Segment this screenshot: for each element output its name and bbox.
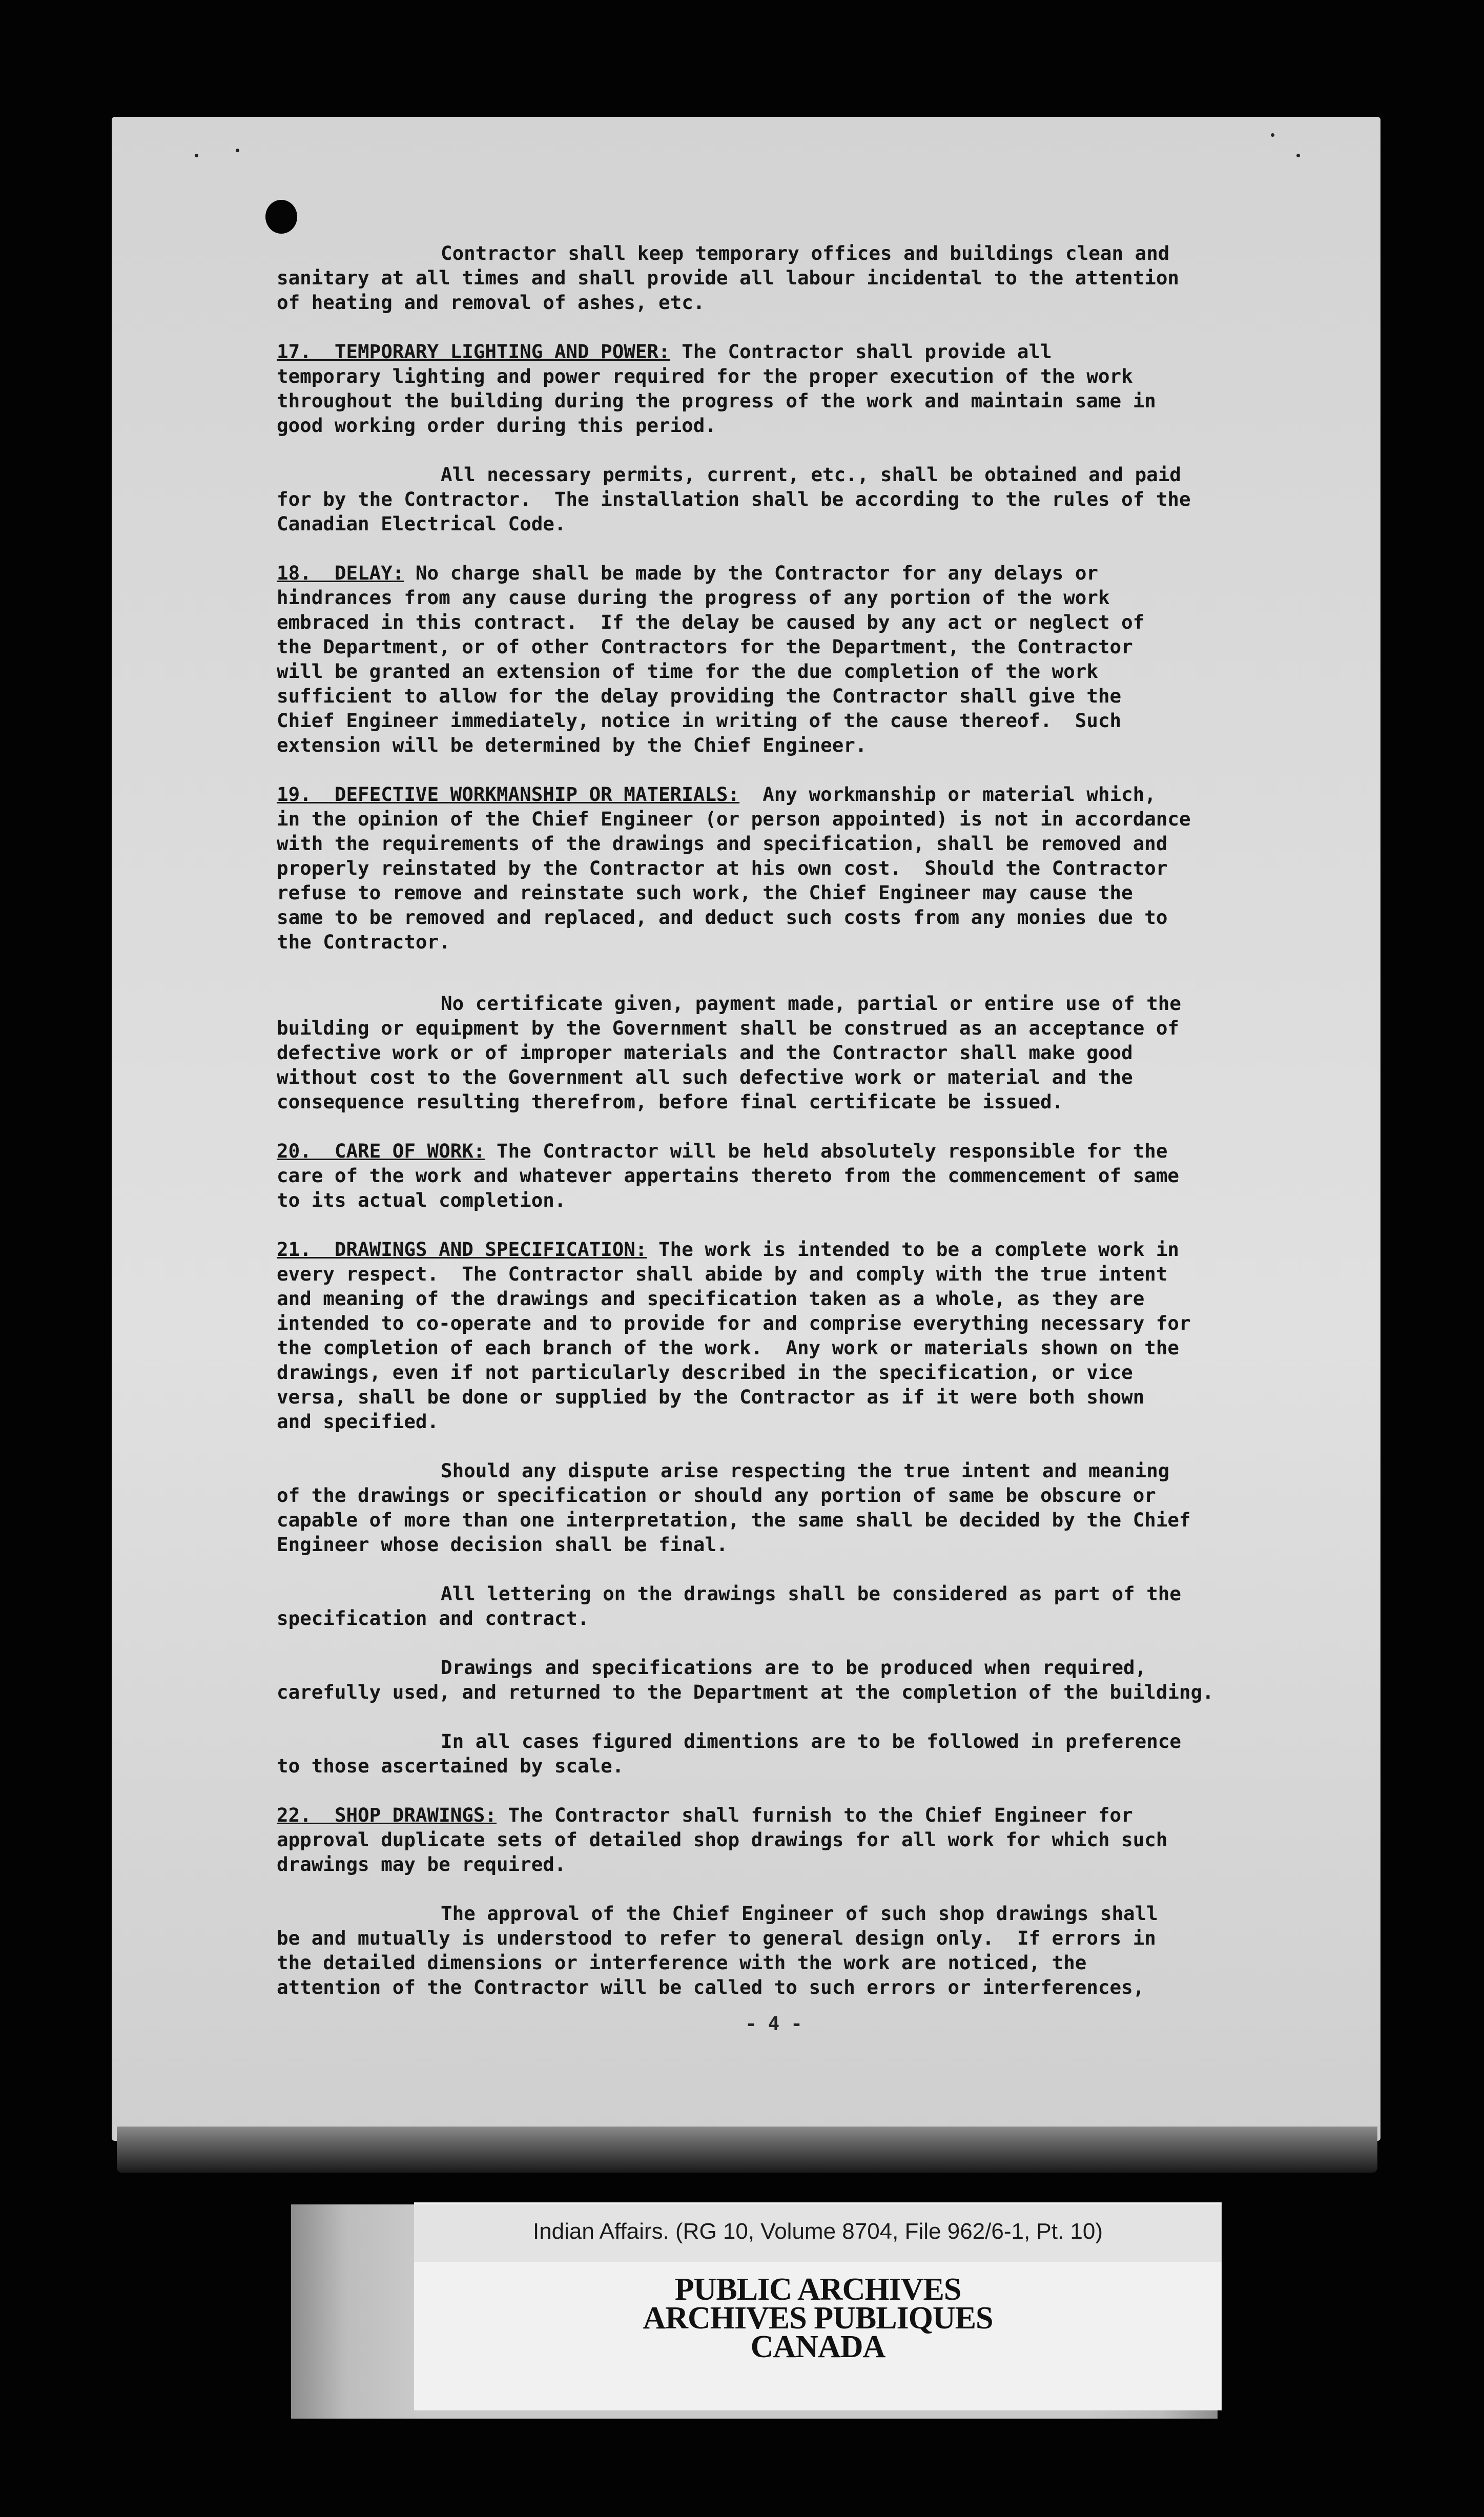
text-line (277, 462, 1312, 487)
text-line (277, 1040, 1312, 1065)
paragraph (277, 1729, 1312, 1778)
section-heading: 22. SHOP DRAWINGS: (277, 1804, 497, 1826)
line-text: sufficient to allow for the delay providing the Contractor shall give the (277, 685, 1122, 707)
paragraph (277, 1901, 1312, 1999)
section-heading: 21. DRAWINGS AND SPECIFICATION: (277, 1238, 647, 1261)
line-text: In all cases figured dimentions are to be followed in preference (441, 1730, 1181, 1752)
line-text: Canadian Electrical Code. (277, 512, 566, 535)
line-text: to its actual completion. (277, 1189, 566, 1211)
line-text: embraced in this contract. If the delay be caused by any act or neglect of (277, 611, 1145, 633)
dust-speck (236, 149, 239, 152)
text-line (277, 991, 1312, 1016)
line-text: specification and contract. (277, 1607, 589, 1629)
archive-citation: Indian Affairs. (RG 10, Volume 8704, File 962/6-1, Pt. 10) (532, 2219, 1103, 2244)
paragraph (277, 1803, 1312, 1876)
dust-speck (1271, 133, 1274, 137)
text-line (277, 856, 1312, 880)
text-line (277, 511, 1312, 536)
line-text: The Contractor will be held absolutely responsible for the (485, 1140, 1168, 1162)
line-text: will be granted an extension of time for the due completion of the work (277, 660, 1098, 683)
text-line (277, 1016, 1312, 1040)
text-line (277, 1975, 1312, 1999)
text-line (277, 265, 1312, 290)
page-number: - 4 - (745, 2013, 802, 2035)
text-line (277, 1237, 1312, 1262)
line-text: versa, shall be done or supplied by the Contractor as if it were both shown (277, 1386, 1145, 1408)
line-text: intended to co-operate and to provide for and comprise everything necessary for (277, 1312, 1191, 1334)
text-line (277, 388, 1312, 413)
paragraph-gap (277, 1557, 1312, 1581)
paragraph-gap (277, 1631, 1312, 1655)
text-line (277, 610, 1312, 634)
line-text: for by the Contractor. The installation shall be according to the rules of the (277, 488, 1191, 510)
paragraph (277, 462, 1312, 536)
line-text: care of the work and whatever appertains thereto from the commencement of same (277, 1164, 1179, 1187)
stamp-line-english: PUBLIC ARCHIVES (674, 2272, 961, 2307)
line-text: to those ascertained by scale. (277, 1755, 624, 1777)
line-text: without cost to the Government all such defective work or material and the (277, 1066, 1133, 1088)
section-heading: 18. DELAY: (277, 562, 404, 584)
paragraph-gap (277, 1114, 1312, 1139)
text-line (277, 1065, 1312, 1089)
line-text: the detailed dimensions or interference with the work are noticed, the (277, 1951, 1087, 1974)
line-text: good working order during this period. (277, 414, 716, 437)
section-heading: 20. CARE OF WORK: (277, 1140, 485, 1162)
paragraph-gap (277, 315, 1312, 339)
line-text: Engineer whose decision shall be final. (277, 1533, 728, 1556)
paragraph-gap (277, 1704, 1312, 1729)
line-text: Contractor shall keep temporary offices and buildings clean and (441, 242, 1170, 264)
text-line (277, 1606, 1312, 1631)
stamp-line-country: CANADA (750, 2329, 885, 2364)
paragraph-gap (277, 1434, 1312, 1458)
paragraph (277, 241, 1312, 315)
line-text: No certificate given, payment made, partial or entire use of the (441, 992, 1181, 1015)
line-text: of heating and removal of ashes, etc. (277, 291, 705, 314)
text-line (277, 290, 1312, 315)
line-text: drawings, even if not particularly described in the specification, or vice (277, 1361, 1133, 1384)
line-text: the Department, or of other Contractors for the Department, the Contractor (277, 635, 1133, 658)
section-heading: 19. DEFECTIVE WORKMANSHIP OR MATERIALS: (277, 783, 740, 806)
text-line (277, 1483, 1312, 1508)
line-text: hindrances from any cause during the progress of any portion of the work (277, 586, 1110, 609)
line-text: Chief Engineer immediately, notice in writing of the cause thereof. Such (277, 709, 1122, 732)
text-line (277, 831, 1312, 856)
text-line (277, 1409, 1312, 1434)
text-line (277, 708, 1312, 733)
text-line (277, 1532, 1312, 1557)
text-line (277, 1901, 1312, 1926)
text-line (277, 585, 1312, 610)
text-line (277, 339, 1312, 364)
text-line (277, 1311, 1312, 1335)
text-line (277, 1508, 1312, 1532)
line-text: sanitary at all times and shall provide all labour incidental to the attention (277, 266, 1179, 289)
line-text: extension will be determined by the Chief Engineer. (277, 734, 867, 756)
line-text: The Contractor shall furnish to the Chief Engineer for (496, 1804, 1133, 1826)
line-text: throughout the building during the progress of the work and maintain same in (277, 389, 1156, 412)
line-text: drawings may be required. (277, 1853, 566, 1875)
line-text: every respect. The Contractor shall abide by and comply with the true intent (277, 1263, 1168, 1285)
line-text: The approval of the Chief Engineer of such shop drawings shall (441, 1902, 1158, 1925)
paragraph-gap (277, 1212, 1312, 1237)
text-line (277, 487, 1312, 511)
paragraph (277, 1237, 1312, 1434)
paragraph (277, 1655, 1312, 1704)
line-text: with the requirements of the drawings and specification, shall be removed and (277, 832, 1168, 855)
paragraph (277, 782, 1312, 954)
line-text: defective work or of improper materials and the Contractor shall make good (277, 1041, 1133, 1064)
paragraph (277, 1139, 1312, 1212)
dust-speck (195, 154, 198, 157)
line-text: and meaning of the drawings and specification taken as a whole, as they are (277, 1287, 1145, 1310)
line-text: temporary lighting and power required for the proper execution of the work (277, 365, 1133, 387)
line-text: in the opinion of the Chief Engineer (or person appointed) is not in accordance (277, 808, 1191, 830)
text-line (277, 684, 1312, 708)
text-line (277, 1753, 1312, 1778)
text-line (277, 1581, 1312, 1606)
line-text: capable of more than one interpretation, the same shall be decided by the Chief (277, 1509, 1191, 1531)
document-body (277, 241, 1312, 1999)
line-text: attention of the Contractor will be called to such errors or interferences, (277, 1976, 1145, 1998)
text-line (277, 782, 1312, 807)
text-line (277, 1335, 1312, 1360)
line-text: the completion of each branch of the work. Any work or materials shown on the (277, 1336, 1179, 1359)
text-line (277, 1950, 1312, 1975)
text-line (277, 634, 1312, 659)
line-text: same to be removed and replaced, and deduct such costs from any monies due to (277, 906, 1168, 929)
text-line (277, 1729, 1312, 1753)
stamp-line-french: ARCHIVES PUBLIQUES (643, 2301, 993, 2336)
paragraph (277, 1581, 1312, 1631)
line-text: approval duplicate sets of detailed shop drawings for all work for which such (277, 1828, 1168, 1851)
paragraph-gap (277, 1876, 1312, 1901)
paragraph (277, 991, 1312, 1114)
paragraph-gap (277, 954, 1312, 991)
paragraph-gap (277, 1778, 1312, 1803)
line-text: the Contractor. (277, 931, 450, 953)
text-line (277, 930, 1312, 954)
text-line (277, 1680, 1312, 1704)
paragraph (277, 1458, 1312, 1557)
line-text: The work is intended to be a complete work in (647, 1238, 1180, 1261)
text-line (277, 1262, 1312, 1286)
line-text: Should any dispute arise respecting the true intent and meaning (441, 1459, 1170, 1482)
line-text: All necessary permits, current, etc., shall be obtained and paid (441, 463, 1181, 486)
text-line (277, 880, 1312, 905)
line-text: No charge shall be made by the Contractor for any delays or (404, 562, 1098, 584)
line-text: and specified. (277, 1410, 439, 1433)
text-line (277, 1926, 1312, 1950)
paragraph (277, 339, 1312, 438)
text-line (277, 1139, 1312, 1163)
dust-speck (1296, 154, 1300, 157)
line-text: properly reinstated by the Contractor at his own cost. Should the Contractor (277, 857, 1168, 879)
text-line (277, 1286, 1312, 1311)
text-line (277, 1188, 1312, 1212)
text-line (277, 1827, 1312, 1852)
text-line (277, 1852, 1312, 1876)
text-line (277, 241, 1312, 265)
text-line (277, 1655, 1312, 1680)
line-text: Drawings and specifications are to be produced when required, (441, 1656, 1147, 1679)
text-line (277, 905, 1312, 930)
line-text: The Contractor shall provide all (670, 340, 1052, 363)
line-text: Any workmanship or material which, (739, 783, 1156, 806)
line-text: All lettering on the drawings shall be considered as part of the (441, 1582, 1181, 1605)
text-line (277, 561, 1312, 585)
paragraph-gap (277, 757, 1312, 782)
line-text: be and mutually is understood to refer to general design only. If errors in (277, 1927, 1156, 1949)
text-line (277, 1458, 1312, 1483)
line-text: consequence resulting therefrom, before final certificate be issued. (277, 1090, 1064, 1113)
text-line (277, 1089, 1312, 1114)
text-line (277, 1385, 1312, 1409)
text-line (277, 364, 1312, 388)
archives-stamp (414, 2272, 1222, 2364)
text-line (277, 413, 1312, 438)
page-bottom-edge (117, 2127, 1377, 2173)
line-text: carefully used, and returned to the Department at the completion of the building. (277, 1681, 1214, 1703)
paragraph-gap (277, 536, 1312, 561)
text-line (277, 807, 1312, 831)
text-line (277, 659, 1312, 684)
punch-hole (265, 200, 297, 234)
text-line (277, 733, 1312, 757)
line-text: of the drawings or specification or should any portion of same be obscure or (277, 1484, 1156, 1507)
section-heading: 17. TEMPORARY LIGHTING AND POWER: (277, 340, 670, 363)
line-text: building or equipment by the Government shall be construed as an acceptance of (277, 1017, 1179, 1039)
paragraph (277, 561, 1312, 757)
line-text: refuse to remove and reinstate such work, the Chief Engineer may cause the (277, 881, 1133, 904)
text-line (277, 1163, 1312, 1188)
text-line (277, 1803, 1312, 1827)
paragraph-gap (277, 438, 1312, 462)
text-line (277, 1360, 1312, 1385)
